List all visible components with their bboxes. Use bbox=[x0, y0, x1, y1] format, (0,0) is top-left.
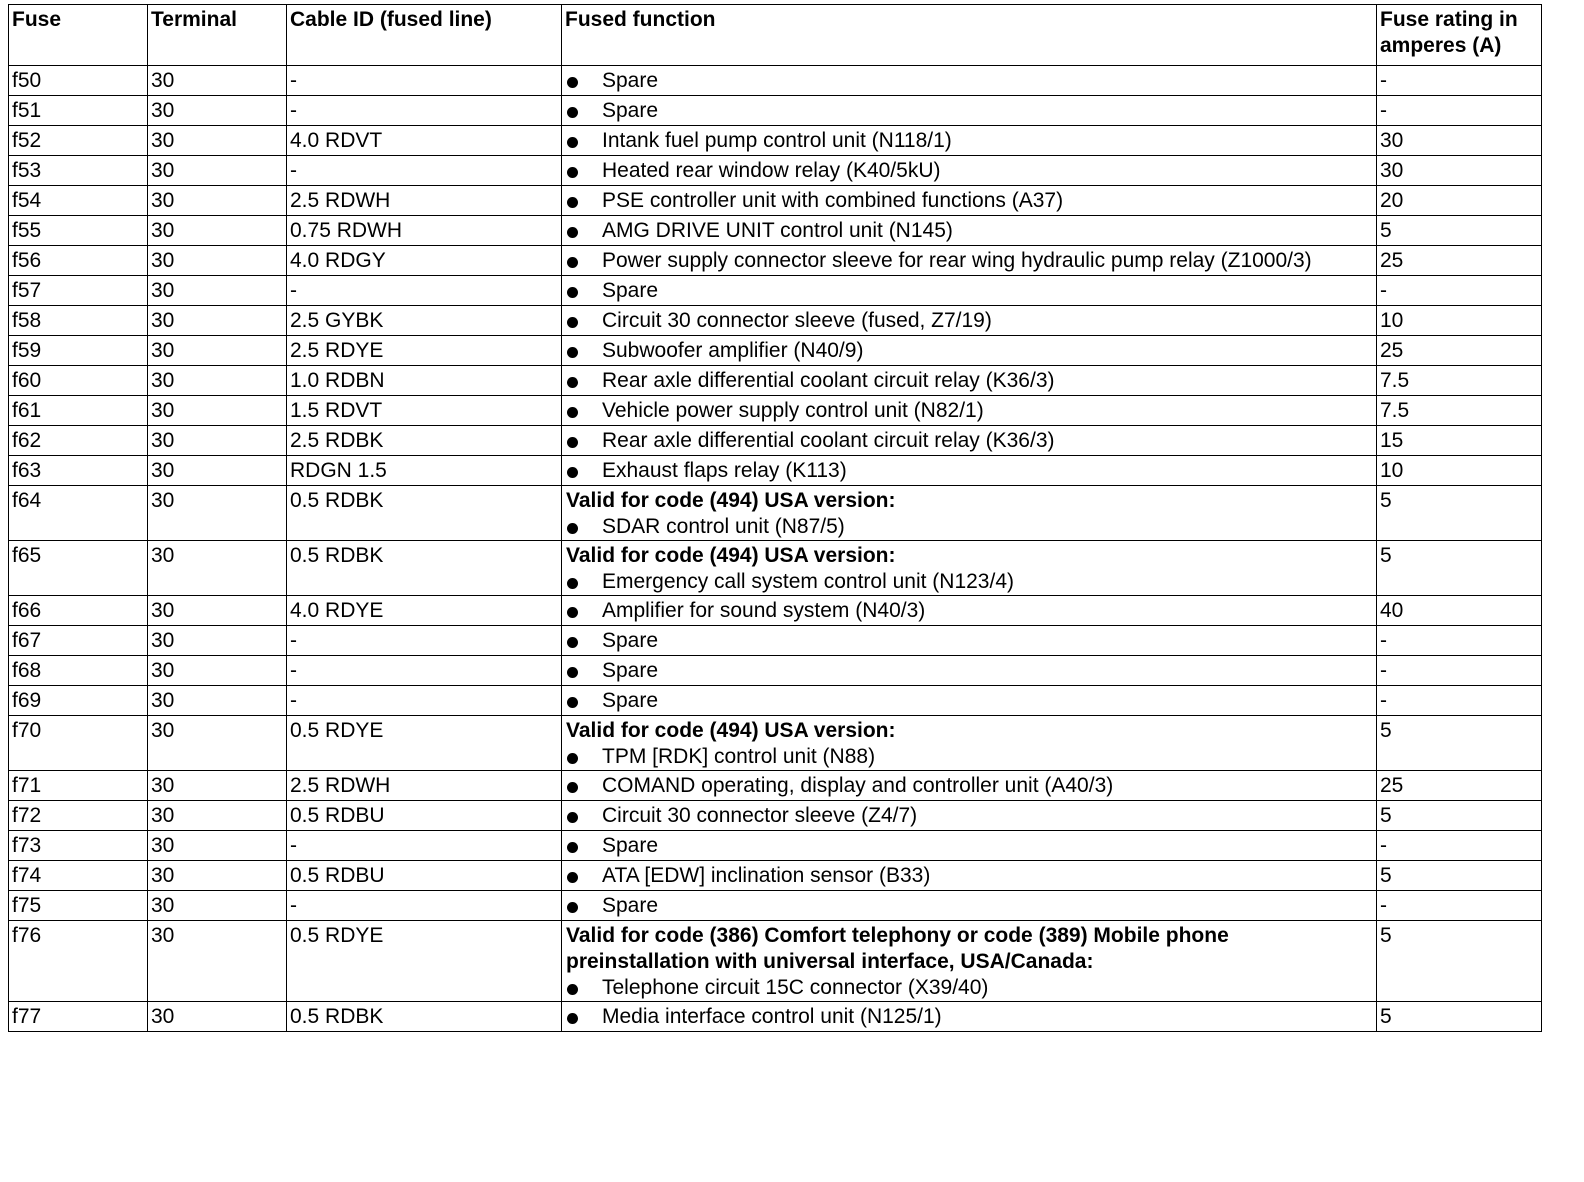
validity-note: Valid for code (494) USA version: bbox=[566, 719, 896, 742]
function-item bbox=[566, 98, 1372, 124]
fused-function-cell bbox=[562, 486, 1377, 541]
header-fuse: Fuse bbox=[9, 5, 148, 66]
fused-function-cell bbox=[562, 861, 1377, 891]
cable-id-cell: - bbox=[287, 66, 562, 96]
fused-function-cell bbox=[562, 771, 1377, 801]
cable-id-cell: 0.5 RDYE bbox=[287, 921, 562, 1002]
terminal-cell: 30 bbox=[148, 396, 287, 426]
function-item bbox=[566, 218, 1372, 244]
function-text: COMAND operating, display and controller unit (A40/3) bbox=[602, 774, 1114, 797]
function-text: TPM [RDK] control unit (N88) bbox=[602, 745, 876, 768]
fuse-rating-cell: 30 bbox=[1377, 156, 1542, 186]
function-text: Vehicle power supply control unit (N82/1) bbox=[602, 399, 984, 422]
cable-id-cell: - bbox=[287, 96, 562, 126]
table-row bbox=[9, 891, 1542, 921]
cable-id-cell: 0.5 RDBK bbox=[287, 486, 562, 541]
function-text: Emergency call system control unit (N123/4) bbox=[602, 570, 1014, 593]
fuse-rating-cell: 25 bbox=[1377, 771, 1542, 801]
cable-id-cell: 0.5 RDBK bbox=[287, 541, 562, 596]
fuse-cell: f54 bbox=[9, 186, 148, 216]
cable-id-cell: - bbox=[287, 891, 562, 921]
function-text: ATA [EDW] inclination sensor (B33) bbox=[602, 864, 931, 887]
bullet-icon bbox=[567, 842, 578, 853]
terminal-cell: 30 bbox=[148, 456, 287, 486]
fused-function-cell bbox=[562, 716, 1377, 771]
bullet-icon bbox=[567, 607, 578, 618]
function-item bbox=[566, 975, 1372, 1001]
fuse-rating-cell: - bbox=[1377, 96, 1542, 126]
bullet-icon bbox=[567, 257, 578, 268]
fuse-cell: f53 bbox=[9, 156, 148, 186]
terminal-cell: 30 bbox=[148, 771, 287, 801]
function-text: Power supply connector sleeve for rear wing hydraulic pump relay (Z1000/3) bbox=[602, 249, 1312, 272]
bullet-icon bbox=[567, 137, 578, 148]
header-cable-id: Cable ID (fused line) bbox=[287, 5, 562, 66]
function-text: Amplifier for sound system (N40/3) bbox=[602, 599, 926, 622]
bullet-icon bbox=[567, 467, 578, 478]
cable-id-cell: - bbox=[287, 686, 562, 716]
fused-function-cell bbox=[562, 186, 1377, 216]
terminal-cell: 30 bbox=[148, 246, 287, 276]
function-text: SDAR control unit (N87/5) bbox=[602, 515, 845, 538]
function-item bbox=[566, 893, 1372, 919]
table-row bbox=[9, 246, 1542, 276]
function-text: Rear axle differential coolant circuit relay (K36/3) bbox=[602, 429, 1055, 452]
table-body bbox=[9, 66, 1542, 1032]
fused-function-cell bbox=[562, 831, 1377, 861]
cable-id-cell: 2.5 RDWH bbox=[287, 771, 562, 801]
table-row bbox=[9, 486, 1542, 541]
function-text: Spare bbox=[602, 279, 659, 302]
bullet-icon bbox=[567, 227, 578, 238]
terminal-cell: 30 bbox=[148, 306, 287, 336]
function-text: Spare bbox=[602, 689, 659, 712]
bullet-icon bbox=[567, 437, 578, 448]
fuse-rating-cell: 5 bbox=[1377, 921, 1542, 1002]
function-item bbox=[566, 803, 1372, 829]
fuse-cell: f69 bbox=[9, 686, 148, 716]
fuse-rating-cell: - bbox=[1377, 66, 1542, 96]
fuse-rating-cell: 25 bbox=[1377, 336, 1542, 366]
function-text: AMG DRIVE UNIT control unit (N145) bbox=[602, 219, 953, 242]
fuse-cell: f59 bbox=[9, 336, 148, 366]
terminal-cell: 30 bbox=[148, 921, 287, 1002]
table-row bbox=[9, 96, 1542, 126]
table-row bbox=[9, 596, 1542, 626]
table-row bbox=[9, 216, 1542, 246]
fused-function-cell bbox=[562, 246, 1377, 276]
validity-note: Valid for code (386) Comfort telephony or code (389) Mobile phone preinstallation with universal interface, USA/Canada: bbox=[566, 924, 1229, 973]
bullet-icon bbox=[567, 578, 578, 589]
fuse-cell: f64 bbox=[9, 486, 148, 541]
table-row bbox=[9, 66, 1542, 96]
fuse-cell: f66 bbox=[9, 596, 148, 626]
terminal-cell: 30 bbox=[148, 861, 287, 891]
fuse-rating-cell: 10 bbox=[1377, 306, 1542, 336]
fuse-cell: f65 bbox=[9, 541, 148, 596]
function-text: Spare bbox=[602, 99, 659, 122]
function-text: Subwoofer amplifier (N40/9) bbox=[602, 339, 864, 362]
fused-function-cell bbox=[562, 801, 1377, 831]
fuse-rating-cell: - bbox=[1377, 831, 1542, 861]
function-text: Media interface control unit (N125/1) bbox=[602, 1005, 942, 1028]
terminal-cell: 30 bbox=[148, 126, 287, 156]
fuse-rating-cell: 30 bbox=[1377, 126, 1542, 156]
cable-id-cell: - bbox=[287, 656, 562, 686]
table-row bbox=[9, 861, 1542, 891]
fuse-cell: f56 bbox=[9, 246, 148, 276]
table-row bbox=[9, 396, 1542, 426]
table-row bbox=[9, 656, 1542, 686]
table-row bbox=[9, 921, 1542, 1002]
fused-function-cell bbox=[562, 426, 1377, 456]
function-item bbox=[566, 308, 1372, 334]
function-text: Heated rear window relay (K40/5kU) bbox=[602, 159, 941, 182]
cable-id-cell: - bbox=[287, 831, 562, 861]
fuse-cell: f50 bbox=[9, 66, 148, 96]
fuse-cell: f55 bbox=[9, 216, 148, 246]
cable-id-cell: - bbox=[287, 276, 562, 306]
table-row bbox=[9, 771, 1542, 801]
function-item bbox=[566, 248, 1372, 274]
bullet-icon bbox=[567, 407, 578, 418]
fuse-cell: f63 bbox=[9, 456, 148, 486]
fuse-cell: f58 bbox=[9, 306, 148, 336]
table-row bbox=[9, 801, 1542, 831]
cable-id-cell: 1.5 RDVT bbox=[287, 396, 562, 426]
function-item bbox=[566, 278, 1372, 304]
header-fuse-rating: Fuse rating in amperes (A) bbox=[1377, 5, 1542, 66]
fuse-rating-cell: 15 bbox=[1377, 426, 1542, 456]
fuse-cell: f73 bbox=[9, 831, 148, 861]
fused-function-cell bbox=[562, 891, 1377, 921]
function-text: Circuit 30 connector sleeve (Z4/7) bbox=[602, 804, 918, 827]
bullet-icon bbox=[567, 167, 578, 178]
header-fused-function: Fused function bbox=[562, 5, 1377, 66]
table-row bbox=[9, 1002, 1542, 1032]
fused-function-cell bbox=[562, 276, 1377, 306]
fused-function-cell bbox=[562, 656, 1377, 686]
table-row bbox=[9, 426, 1542, 456]
fuse-cell: f76 bbox=[9, 921, 148, 1002]
fuse-rating-cell: 25 bbox=[1377, 246, 1542, 276]
fuse-rating-cell: 5 bbox=[1377, 1002, 1542, 1032]
function-item bbox=[566, 514, 1372, 540]
fuse-cell: f52 bbox=[9, 126, 148, 156]
fused-function-cell bbox=[562, 366, 1377, 396]
fuse-rating-cell: 7.5 bbox=[1377, 396, 1542, 426]
bullet-icon bbox=[567, 287, 578, 298]
cable-id-cell: 0.5 RDYE bbox=[287, 716, 562, 771]
function-text: Circuit 30 connector sleeve (fused, Z7/19) bbox=[602, 309, 992, 332]
fuse-cell: f60 bbox=[9, 366, 148, 396]
fuse-rating-cell: 10 bbox=[1377, 456, 1542, 486]
bullet-icon bbox=[567, 984, 578, 995]
terminal-cell: 30 bbox=[148, 276, 287, 306]
terminal-cell: 30 bbox=[148, 66, 287, 96]
cable-id-cell: 2.5 RDWH bbox=[287, 186, 562, 216]
terminal-cell: 30 bbox=[148, 541, 287, 596]
fuse-rating-cell: 5 bbox=[1377, 216, 1542, 246]
fused-function-cell bbox=[562, 456, 1377, 486]
cable-id-cell: 0.5 RDBU bbox=[287, 801, 562, 831]
function-text: Intank fuel pump control unit (N118/1) bbox=[602, 129, 952, 152]
bullet-icon bbox=[567, 637, 578, 648]
function-item bbox=[566, 68, 1372, 94]
fuse-cell: f72 bbox=[9, 801, 148, 831]
bullet-icon bbox=[567, 347, 578, 358]
cable-id-cell: - bbox=[287, 156, 562, 186]
header-terminal: Terminal bbox=[148, 5, 287, 66]
function-item bbox=[566, 1004, 1372, 1030]
cable-id-cell: 0.75 RDWH bbox=[287, 216, 562, 246]
fused-function-cell bbox=[562, 541, 1377, 596]
table-row bbox=[9, 156, 1542, 186]
function-item bbox=[566, 773, 1372, 799]
bullet-icon bbox=[567, 197, 578, 208]
terminal-cell: 30 bbox=[148, 801, 287, 831]
bullet-icon bbox=[567, 872, 578, 883]
fuse-rating-cell: 5 bbox=[1377, 541, 1542, 596]
terminal-cell: 30 bbox=[148, 686, 287, 716]
function-item bbox=[566, 688, 1372, 714]
fuse-rating-cell: - bbox=[1377, 626, 1542, 656]
cable-id-cell: 2.5 RDYE bbox=[287, 336, 562, 366]
fuse-cell: f51 bbox=[9, 96, 148, 126]
table-row bbox=[9, 186, 1542, 216]
bullet-icon bbox=[567, 697, 578, 708]
bullet-icon bbox=[567, 1013, 578, 1024]
validity-note: Valid for code (494) USA version: bbox=[566, 544, 896, 567]
terminal-cell: 30 bbox=[148, 831, 287, 861]
function-item bbox=[566, 158, 1372, 184]
terminal-cell: 30 bbox=[148, 366, 287, 396]
fuse-rating-cell: 7.5 bbox=[1377, 366, 1542, 396]
table-row bbox=[9, 276, 1542, 306]
fuse-rating-cell: 40 bbox=[1377, 596, 1542, 626]
terminal-cell: 30 bbox=[148, 216, 287, 246]
function-text: PSE controller unit with combined functions (A37) bbox=[602, 189, 1064, 212]
terminal-cell: 30 bbox=[148, 96, 287, 126]
fused-function-cell bbox=[562, 66, 1377, 96]
fused-function-cell bbox=[562, 306, 1377, 336]
bullet-icon bbox=[567, 753, 578, 764]
terminal-cell: 30 bbox=[148, 336, 287, 366]
table-row bbox=[9, 456, 1542, 486]
function-text: Spare bbox=[602, 834, 659, 857]
function-text: Rear axle differential coolant circuit relay (K36/3) bbox=[602, 369, 1055, 392]
function-item bbox=[566, 744, 1372, 770]
table-row bbox=[9, 306, 1542, 336]
function-item bbox=[566, 128, 1372, 154]
function-item bbox=[566, 398, 1372, 424]
terminal-cell: 30 bbox=[148, 891, 287, 921]
fuse-cell: f71 bbox=[9, 771, 148, 801]
terminal-cell: 30 bbox=[148, 1002, 287, 1032]
cable-id-cell: 2.5 RDBK bbox=[287, 426, 562, 456]
cable-id-cell: 2.5 GYBK bbox=[287, 306, 562, 336]
fused-function-cell bbox=[562, 686, 1377, 716]
terminal-cell: 30 bbox=[148, 486, 287, 541]
function-text: Spare bbox=[602, 629, 659, 652]
table-row bbox=[9, 336, 1542, 366]
function-item bbox=[566, 188, 1372, 214]
table-row bbox=[9, 686, 1542, 716]
fuse-rating-cell: - bbox=[1377, 686, 1542, 716]
fuse-cell: f74 bbox=[9, 861, 148, 891]
fuse-rating-cell: 20 bbox=[1377, 186, 1542, 216]
fuse-table bbox=[8, 4, 1542, 1032]
cable-id-cell: 4.0 RDYE bbox=[287, 596, 562, 626]
function-item bbox=[566, 833, 1372, 859]
table-row bbox=[9, 126, 1542, 156]
terminal-cell: 30 bbox=[148, 186, 287, 216]
function-item bbox=[566, 368, 1372, 394]
fuse-cell: f57 bbox=[9, 276, 148, 306]
function-item bbox=[566, 428, 1372, 454]
fuse-rating-cell: - bbox=[1377, 276, 1542, 306]
function-text: Spare bbox=[602, 69, 659, 92]
terminal-cell: 30 bbox=[148, 156, 287, 186]
fused-function-cell bbox=[562, 336, 1377, 366]
function-item bbox=[566, 458, 1372, 484]
cable-id-cell: 4.0 RDVT bbox=[287, 126, 562, 156]
fused-function-cell bbox=[562, 1002, 1377, 1032]
bullet-icon bbox=[567, 902, 578, 913]
function-item bbox=[566, 569, 1372, 595]
function-text: Telephone circuit 15C connector (X39/40) bbox=[602, 976, 989, 999]
fuse-cell: f68 bbox=[9, 656, 148, 686]
fuse-rating-cell: 5 bbox=[1377, 801, 1542, 831]
terminal-cell: 30 bbox=[148, 716, 287, 771]
cable-id-cell: 0.5 RDBK bbox=[287, 1002, 562, 1032]
fused-function-cell bbox=[562, 96, 1377, 126]
fused-function-cell bbox=[562, 396, 1377, 426]
fuse-cell: f75 bbox=[9, 891, 148, 921]
table-row bbox=[9, 626, 1542, 656]
terminal-cell: 30 bbox=[148, 596, 287, 626]
cable-id-cell: 4.0 RDGY bbox=[287, 246, 562, 276]
function-item bbox=[566, 598, 1372, 624]
bullet-icon bbox=[567, 317, 578, 328]
table-row bbox=[9, 831, 1542, 861]
cable-id-cell: RDGN 1.5 bbox=[287, 456, 562, 486]
cable-id-cell: 0.5 RDBU bbox=[287, 861, 562, 891]
fuse-rating-cell: 5 bbox=[1377, 716, 1542, 771]
fused-function-cell bbox=[562, 216, 1377, 246]
function-text: Spare bbox=[602, 894, 659, 917]
header-row bbox=[9, 5, 1542, 66]
fused-function-cell bbox=[562, 596, 1377, 626]
fused-function-cell bbox=[562, 126, 1377, 156]
fuse-cell: f61 bbox=[9, 396, 148, 426]
bullet-icon bbox=[567, 812, 578, 823]
function-text: Exhaust flaps relay (K113) bbox=[602, 459, 847, 482]
table-row bbox=[9, 366, 1542, 396]
fuse-rating-cell: 5 bbox=[1377, 486, 1542, 541]
function-text: Spare bbox=[602, 659, 659, 682]
bullet-icon bbox=[567, 77, 578, 88]
fuse-rating-cell: 5 bbox=[1377, 861, 1542, 891]
bullet-icon bbox=[567, 107, 578, 118]
bullet-icon bbox=[567, 667, 578, 678]
function-item bbox=[566, 658, 1372, 684]
bullet-icon bbox=[567, 523, 578, 534]
validity-note: Valid for code (494) USA version: bbox=[566, 489, 896, 512]
fuse-cell: f67 bbox=[9, 626, 148, 656]
fuse-cell: f77 bbox=[9, 1002, 148, 1032]
terminal-cell: 30 bbox=[148, 426, 287, 456]
fuse-cell: f62 bbox=[9, 426, 148, 456]
fuse-cell: f70 bbox=[9, 716, 148, 771]
function-item bbox=[566, 338, 1372, 364]
fused-function-cell bbox=[562, 156, 1377, 186]
bullet-icon bbox=[567, 782, 578, 793]
function-item bbox=[566, 628, 1372, 654]
function-item bbox=[566, 863, 1372, 889]
table-row bbox=[9, 541, 1542, 596]
cable-id-cell: - bbox=[287, 626, 562, 656]
fused-function-cell bbox=[562, 626, 1377, 656]
fused-function-cell bbox=[562, 921, 1377, 1002]
fuse-rating-cell: - bbox=[1377, 891, 1542, 921]
bullet-icon bbox=[567, 377, 578, 388]
table-row bbox=[9, 716, 1542, 771]
cable-id-cell: 1.0 RDBN bbox=[287, 366, 562, 396]
terminal-cell: 30 bbox=[148, 656, 287, 686]
fuse-rating-cell: - bbox=[1377, 656, 1542, 686]
terminal-cell: 30 bbox=[148, 626, 287, 656]
